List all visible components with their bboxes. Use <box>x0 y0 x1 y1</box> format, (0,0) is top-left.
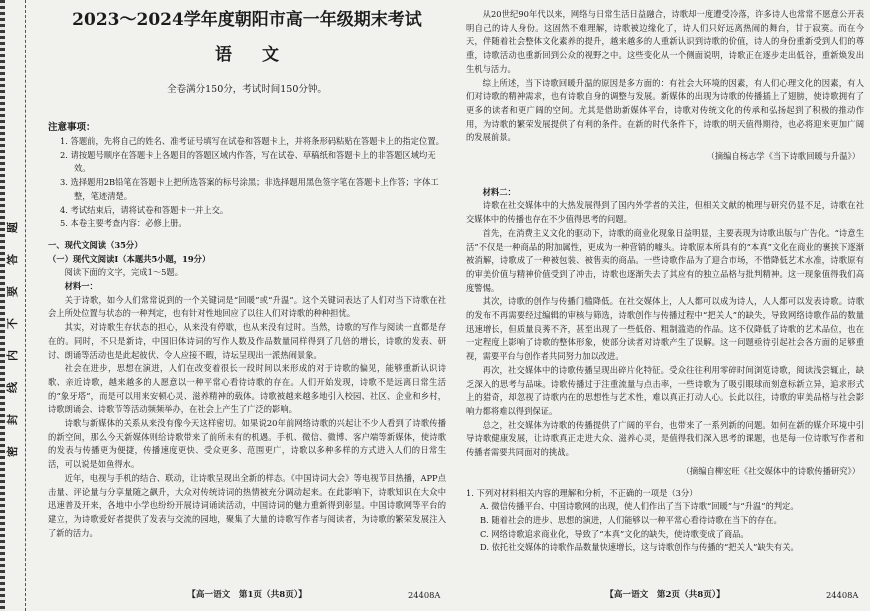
subject-title: 语文 <box>215 45 309 65</box>
scan-edge <box>0 0 5 611</box>
question-1-option-c: C. 网络诗歌追求商业化，导致了“本真”文化的缺失，使诗歌变成了商品。 <box>480 528 749 539</box>
material-2-paragraph: 再次，社交媒体中的诗歌传播呈现出碎片化特征。受众往往利用零碎时间浏览诗歌，阅读浅尝辄止，缺乏深入的思考与品味。诗歌传播过于注重流量与点击率，一些诗歌为了吸引眼球而刻意标新立异，追求形式上的猎奇，却忽视了诗歌内在的思想性与艺术性，难以真正打动人心。长此以往，诗歌的审美品格与社会影响力都将难以得到保证。 <box>466 364 864 416</box>
material-1-paragraph: 其实，对诗歌生存状态的担心，从来没有停歇，也从来没有过时。当然，诗歌的写作与阅读一直都是存在的。同时，不只是新诗，中国旧体诗词的写作人数及作品数量同样得到了几倍的增长，诗歌的发表、研讨、朗诵等活动也是此起彼伏、令人应接不暇，诗坛呈现出一派热闹景象。 <box>48 322 446 360</box>
section-heading: 一、现代文阅读（35分） <box>48 239 143 250</box>
material-1-citation: （摘编自杨志学《当下诗歌回暖与升温》） <box>706 151 860 162</box>
material-2-paragraph: 总之，社交媒体为诗歌的传播提供了广阔的平台，也带来了一系列新的问题。如何在新的媒介环境中引导诗歌健康发展，让诗歌真正走进大众、滋养心灵，是值得我们深入思考的课题，也是每一位诗歌写作者和传播者需要共同面对的挑战。 <box>466 419 864 458</box>
notice-item: 2. 请按题号顺序在答题卡上各题目的答题区域内作答，写在试卷、草稿纸和答题卡上的非答题区域均无效。 <box>60 149 436 174</box>
notice-item: 3. 选择题用2B铅笔在答题卡上把所选答案的标号涂黑；非选择题用黑色签字笔在答题卡上作答；字体工整，笔迹清楚。 <box>60 177 439 201</box>
material-1-paragraph: 关于诗歌，如今人们常常说到的一个关键词是“回暖”或“升温”。这个关键词表达了人们对当下诗歌在社会上所处位置与状态的一种判定，也有针对性地回应了以往人们对诗歌的种种担忧。 <box>48 294 446 319</box>
reading-instruction: 阅读下面的文字，完成1～5题。 <box>64 267 184 278</box>
question-1-stem: 1. 下列对材料相关内容的理解和分析，不正确的一项是（3分） <box>466 487 698 498</box>
question-1-option-a: A. 微信传播平台、中国诗歌网的出现，使人们作出了当下诗歌“回暖”与“升温”的判定。 <box>480 501 799 512</box>
notice-item: 4. 考试结束后，请将试卷和答题卡一并上交。 <box>60 204 229 215</box>
material-2-paragraph: 首先，在消费主义文化的驱动下，诗歌的商业化现象日益明显，主要表现为诗歌出版与广告化。“诗意生活”不仅是一种商品的附加属性，更成为一种营销的噱头。诗歌原本所具有的“本真”文化在商业的裹挟下逐渐被消解，诗歌成了一种被包装、被售卖的商品。一些诗歌作品为了迎合市场，不惜降低艺术水准，诗歌原有的审美价值与精神价值受到了冲击，诗歌也逐渐失去了其应有的独立品格与批判精神。这一现象值得我们高度警惕。 <box>466 227 864 293</box>
notice-item: 5. 本卷主要考查内容：必修上册。 <box>60 218 187 229</box>
question-1-option-b: B. 随着社会的进步、思想的演进，人们能够以一种平常心看待诗歌在当下的存在。 <box>480 514 782 525</box>
section-subheading: （一）现代文阅读Ⅰ（本题共5小题，19分） <box>48 253 211 264</box>
material-2-paragraph: 诗歌在社交媒体中的大热发展得到了国内外学者的关注，但相关文献的梳理与研究仍显不足，诗歌在社交媒体中的传播也存在不少值得思考的问题。 <box>466 200 864 225</box>
question-1 <box>466 487 864 556</box>
page-1-body <box>48 120 446 540</box>
material-1-paragraph: 近年，电视与手机的结合、联动，让诗歌呈现出全新的样态。《中国诗词大会》等电视节目热播，APP点击量、评论量与分享量随之飙升，大众对传统诗词的热情被充分调动起来。在此影响下，诗歌知识在大众中迅速普及开来，各地中小学也纷纷开展诗词诵读活动，中国诗词的魅力重新得到彰显。中国诗歌网等平台的建立，为诗歌爱好者提供了发表与交流的园地，聚集了大量的诗歌写作者与阅读者，为诗歌的繁荣发展注入了新的活力。 <box>48 472 446 538</box>
material-1-paragraph: 从20世纪90年代以来，网络与日常生活日益融合，诗歌却一度遭受冷落，许多诗人也常常不愿意公开表明自己的诗人身份。这固然不难理解，诗歌被边缘化了，诗人们只好远离热闹的舞台，甘于寂寞。而在今天，伴随着社会整体文化素养的提升，越来越多的人重新认识到诗歌的价值，诗人的身份重新受到人们的尊重，诗歌活动也重新回到公众的视野之中。这些变化从一个侧面说明，诗歌正在逐步走出低谷，重新焕发出生机与活力。 <box>466 9 864 74</box>
binding-strip <box>0 0 26 611</box>
material-2-paragraph: 其次，诗歌的创作与传播门槛降低。在社交媒体上，人人都可以成为诗人，人人都可以发表诗歌。诗歌的发布不再需要经过编辑的审核与筛选，诗歌创作与传播过程中“把关人”的缺失，导致网络诗歌作品的数量迅速增长，但质量良莠不齐，甚至出现了一些低俗、粗制滥造的作品。这不仅降低了诗歌的艺术品位，也在一定程度上影响了诗歌的整体形象，使部分读者对诗歌产生了误解。这一问题亟待引起社会各方面的足够重视，需要平台与创作者共同努力加以改进。 <box>466 296 864 362</box>
page-2-body <box>466 8 864 555</box>
page-1-code: 24408A <box>408 590 441 600</box>
material-2-label: 材料二： <box>482 186 516 197</box>
material-1-label: 材料一： <box>64 281 98 292</box>
page-1-footer: 【高一语文 第1页（共8页）】 <box>187 590 307 600</box>
notice-heading: 注意事项： <box>48 122 96 133</box>
exam-title: 2023～2024学年度朝阳市高一年级期末考试 <box>72 10 422 30</box>
score-note: 全卷满分150分，考试时间150分钟。 <box>167 84 327 95</box>
notice-list <box>48 135 446 231</box>
page-2-code: 24408A <box>826 590 859 600</box>
notice-item: 1. 答题前，先将自己的姓名、准考证号填写在试卷和答题卡上，并将条形码粘贴在答题卡上的指定位置。 <box>60 136 444 146</box>
material-1-paragraph: 社会在进步，思想在演进，人们在改变着很长一段时间以来形成的对于诗歌的偏见，能够重新认识诗歌、亲近诗歌，越来越多的人愿意以一种平常心看待诗歌的存在。人们开始发现，诗歌不是远离日常生活的“象牙塔”，而是可以用来安顿心灵、滋养精神的载体。诗歌被越来越多地引入校园、社区、企业和乡村，诗歌朗诵会、诗歌节等活动频频举办，在社会上产生了广泛的影响。 <box>48 363 446 415</box>
material-1-paragraph: 综上所述，当下诗歌回暖升温的原因是多方面的：有社会大环境的因素，有人们心理文化的因素，有人们对诗歌的精神需求，也有诗歌自身的调整与发展。新媒体的出现为诗歌的传播插上了翅膀，使诗歌拥有了更多的读者和更广阔的空间。尤其是借助新媒体平台，诗歌对传统文化的传承和弘扬起到了积极的推动作用，为诗歌的繁荣发展提供了有利的条件。在新的时代条件下，诗歌的明天值得期待，也必将迎来更加广阔的发展前景。 <box>466 77 864 143</box>
material-1-paragraph: 诗歌与新媒体的关系从来没有像今天这样密切。如果说20年前网络诗歌的兴起让不少人看到了诗歌传播的新空间，那么今天新媒体则给诗歌带来了前所未有的机遇。手机、微信、微博、客户端等新媒体，使诗歌的发表与传播更为便捷，传播速度更快、受众更多、范围更广，诗歌以多种多样的方式进入人们的日常生活，可以说是如鱼得水。 <box>48 418 446 470</box>
question-1-option-d: D. 依托社交媒体的诗歌作品数量快速增长，这与诗歌创作与传播的“把关人”缺失有关。 <box>480 542 799 553</box>
material-2-citation: （摘编自柳宏旺《社交媒体中的诗歌传播研究》） <box>681 465 860 476</box>
page-2-footer: 【高一语文 第2页（共8页）】 <box>605 590 725 600</box>
binding-label: 密封线内不要答题 <box>6 201 19 457</box>
